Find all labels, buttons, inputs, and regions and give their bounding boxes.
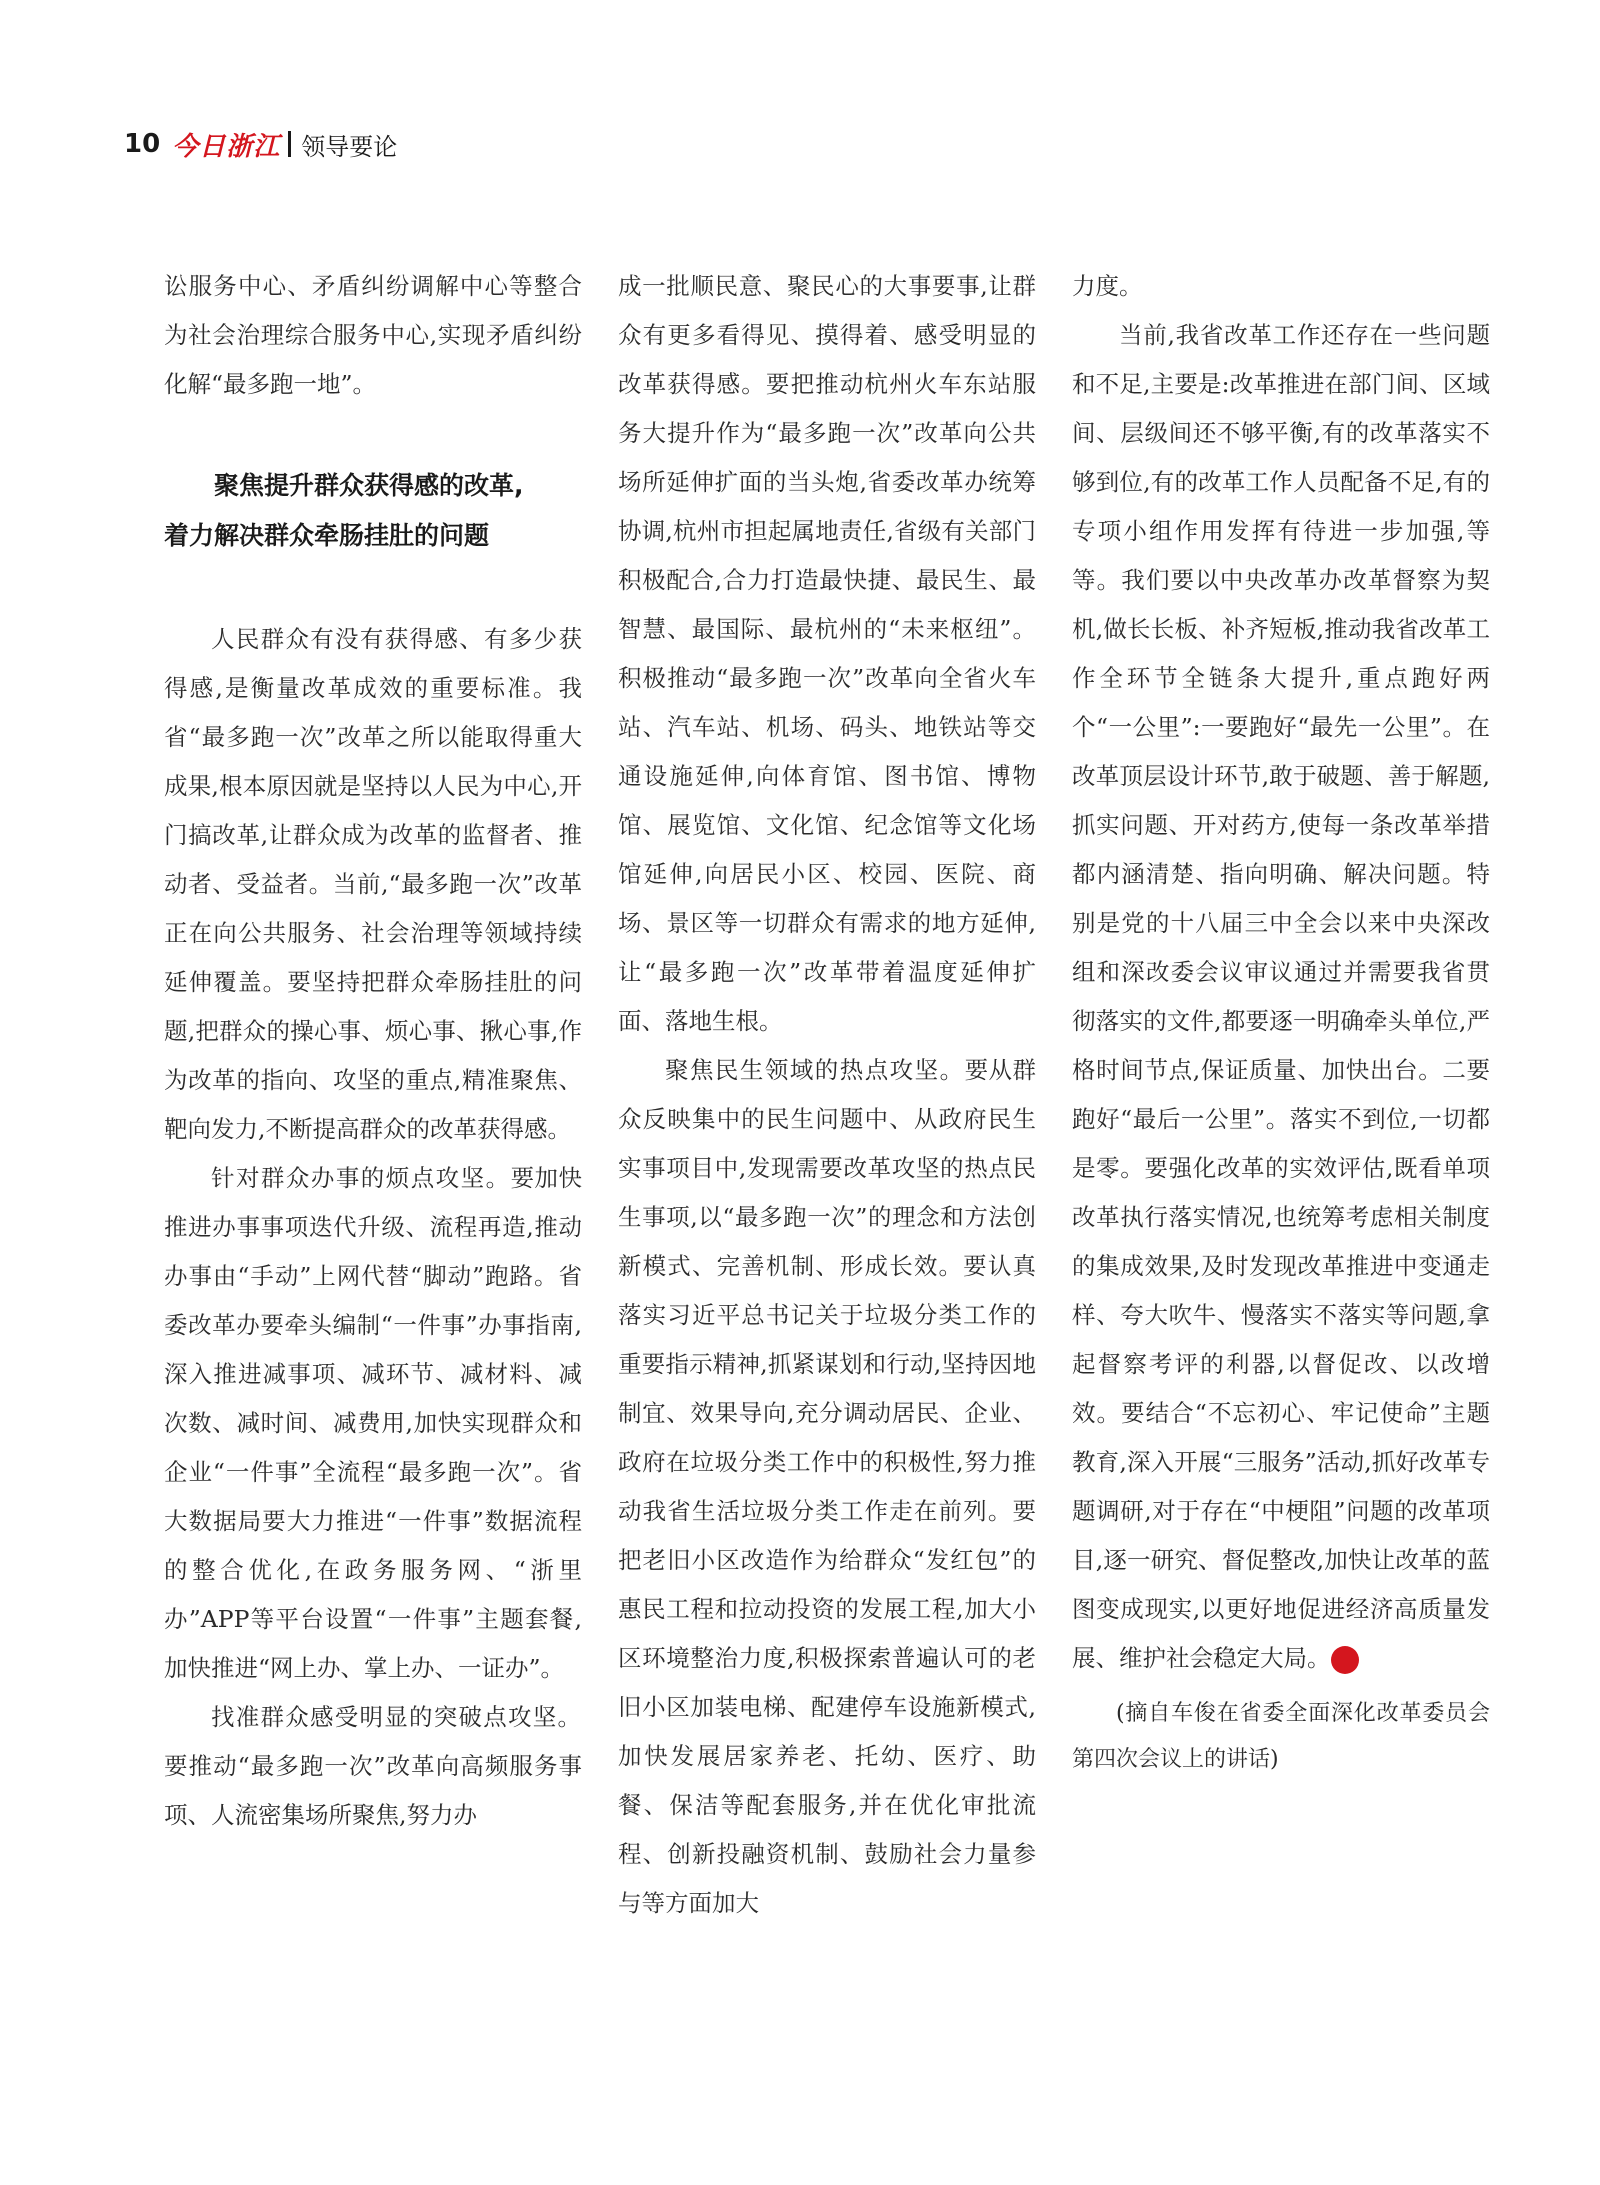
paragraph-body: 要从群众反映集中的民生问题中、从政府民生实事项目中,发现需要改革攻坚的热点民生事项,以“最多跑一次”的理念和方法创新模式、完善机制、形成长效。要认真落实习近平总书记关于垃圾分类工作的重要指示精神,抓紧谋划和行动,坚持因地制宜、效果导向,充分调动居民、企业、政府在垃圾分类工作中的积极性,努力推动我省生活垃圾分类工作走在前列。要把老旧小区改造作为给群众“发红包”的惠民工程和拉动投资的发展工程,加大小区环境整治力度,积极探索普遍认可的老旧小区加装电梯、配建停车设施新模式,加快发展居家养老、托幼、医疗、助餐、保洁等配套服务,并在优化审批流程、创新投融资机制、鼓励社会力量参与等方面加大 [618,1056,1037,1917]
paragraph [618,1046,1036,1928]
paragraph-lead: 针对群众办事的烦点攻坚。 [211,1164,511,1192]
heading-line: 聚焦提升群众获得感的改革, [214,471,524,500]
paragraph: 成一批顺民意、聚民心的大事要事,让群众有更多看得见、摸得着、感受明显的改革获得感。要把推动杭州火车东站服务大提升作为“最多跑一次”改革向公共场所延伸扩面的当头炮,省委改革办统筹协调,杭州市担起属地责任,省级有关部门积极配合,合力打造最快捷、最民生、最智慧、最国际、最杭州的“未来枢纽”。积极推动“最多跑一次”改革向全省火车站、汽车站、机场、码头、地铁站等交通设施延伸,向体育馆、图书馆、博物馆、展览馆、文化馆、纪念馆等文化场馆延伸,向居民小区、校园、医院、商场、景区等一切群众有需求的地方延伸,让“最多跑一次”改革带着温度延伸扩面、落地生根。 [618,272,1036,1035]
header-divider [288,131,291,157]
heading-line: 着力解决群众牵肠挂肚的问题 [164,521,490,550]
page-number: 10 [124,129,161,159]
column-3 [1072,262,1490,1783]
paragraph-body: 要加快推进办事事项迭代升级、流程再造,推动办事由“手动”上网代替“脚动”跑路。省委改革办要牵头编制“一件事”办事指南,深入推进减事项、减环节、减材料、减次数、减时间、减费用,加快实现群众和企业“一件事”全流程“最多跑一次”。省大数据局要大力推进“一件事”数据流程的整合优化,在政务服务网、“浙里办”APP等平台设置“一件事”主题套餐,加快推进“网上办、掌上办、一证办”。 [164,1164,583,1682]
paragraph: 讼服务中心、矛盾纠纷调解中心等整合为社会治理综合服务中心,实现矛盾纠纷化解“最多跑一地”。 [164,272,582,398]
paragraph [1072,311,1490,1683]
column-1 [164,262,582,1840]
paragraph [164,1693,582,1840]
magazine-logo: 今日浙江 [172,131,281,162]
paragraph-lead: 聚焦民生领域的热点攻坚。 [665,1056,965,1084]
paragraph-body: 当前,我省改革工作还存在一些问题和不足,主要是:改革推进在部门间、区域间、层级间还不够平衡,有的改革落实不够到位,有的改革工作人员配备不足,有的专项小组作用发挥有待进一步加强,等等。我们要以中央改革办改革督察为契机,做长长板、补齐短板,推动我省改革工作全环节全链条大提升,重点跑好两个“一公里”:一要跑好“最先一公里”。在改革顶层设计环节,敢于破题、善于解题,抓实问题、开对药方,使每一条改革举措都内涵清楚、指向明确、解决问题。特别是党的十八届三中全会以来中央深改组和深改委会议审议通过并需要我省贯彻落实的文件,都要逐一明确牵头单位,严格时间节点,保证质量、加快出台。二要跑好“最后一公里”。落实不到位,一切都是零。要强化改革的实效评估,既看单项改革执行落实情况,也统筹考虑相关制度的集成效果,及时发现改革推进中变通走样、夸大吹牛、慢落实不落实等问题,拿起督察考评的利器,以督促改、以改增效。要结合“不忘初心、牢记使命”主题教育,深入开展“三服务”活动,抓好改革专题调研,对于存在“中梗阻”问题的改革项目,逐一研究、督促整改,加快让改革的蓝图变成现实,以更好地促进经济高质量发展、维护社会稳定大局。 [1072,321,1490,1672]
paragraph [164,1154,582,1693]
source-note: (摘自车俊在省委全面深化改革委员会第四次会议上的讲话) [1072,1701,1490,1772]
paragraph: 人民群众有没有获得感、有多少获得感,是衡量改革成效的重要标准。我省“最多跑一次”改革之所以能取得重大成果,根本原因就是坚持以人民为中心,开门搞改革,让群众成为改革的监督者、推动者、受益者。当前,“最多跑一次”改革正在向公共服务、社会治理等领域持续延伸覆盖。要坚持把群众牵肠挂肚的问题,把群众的操心事、烦心事、揪心事,作为改革的指向、攻坚的重点,精准聚焦、靶向发力,不断提高群众的改革获得感。 [164,625,582,1143]
end-mark-icon: 今 [1331,1646,1359,1674]
section-title: 领导要论 [301,132,398,161]
column-2 [618,262,1036,1928]
paragraph-body: 要推动“最多跑一次”改革向高频服务事项、人流密集场所聚焦,努力办 [164,1752,582,1829]
paragraph: 力度。 [1072,272,1143,300]
section-heading [164,461,582,561]
page-header [124,124,397,164]
paragraph-lead: 找准群众感受明显的突破点攻坚。 [211,1703,582,1731]
